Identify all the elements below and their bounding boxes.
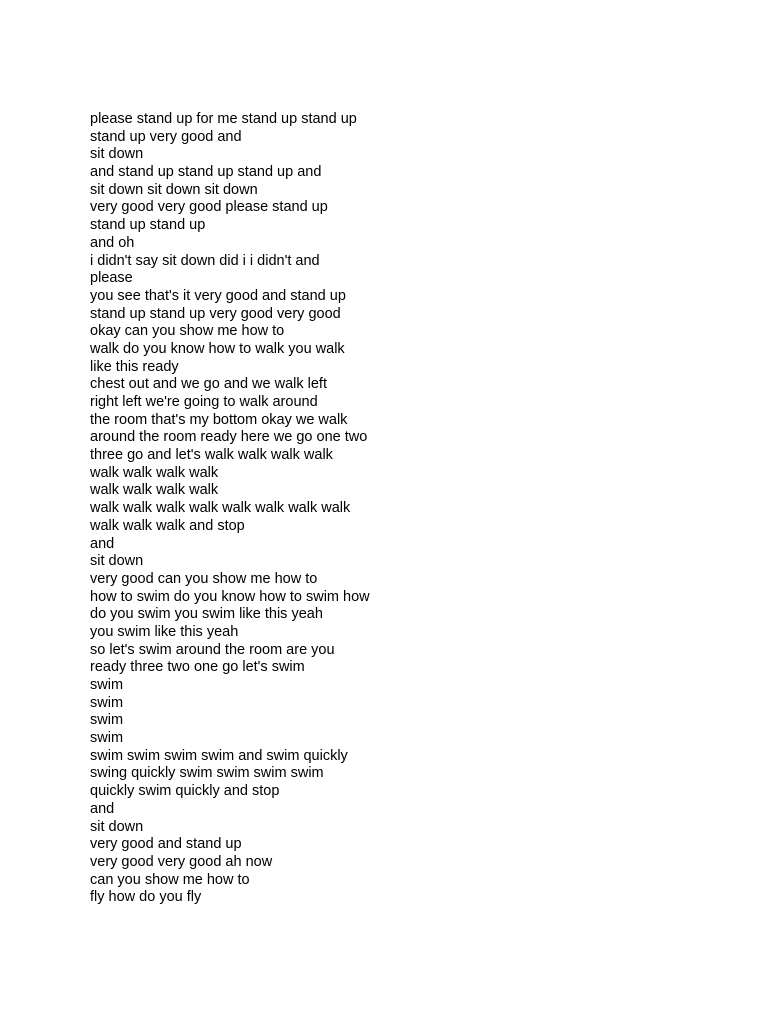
transcript-line: walk do you know how to walk you walk	[90, 340, 345, 357]
transcript-line: and	[90, 535, 115, 552]
transcript-line: the room that's my bottom okay we walk	[90, 411, 348, 428]
transcript-line: please	[90, 270, 133, 287]
transcript-line: swim	[90, 694, 124, 711]
transcript-line: swim	[90, 677, 124, 693]
transcript-line: fly how do you fly	[90, 889, 202, 906]
transcript-line: so let's swim around the room are you	[90, 641, 335, 658]
transcript-line: please stand up for me stand up stand up	[90, 111, 357, 127]
transcript-text	[90, 111, 370, 907]
transcript-line: and	[90, 800, 115, 817]
transcript-line: quickly swim quickly and stop	[90, 783, 280, 800]
transcript-line: swim	[90, 730, 124, 747]
transcript-line: like this ready	[90, 358, 179, 375]
transcript-line: very good and stand up	[90, 836, 242, 853]
transcript-line: swim swim swim swim and swim quickly	[90, 747, 348, 764]
transcript-line: do you swim you swim like this yeah	[90, 606, 323, 623]
transcript-line: swing quickly swim swim swim swim	[90, 765, 324, 782]
transcript-line: ready three two one go let's swim	[90, 659, 305, 676]
transcript-line: right left we're going to walk around	[90, 394, 318, 410]
transcript-line: okay can you show me how to	[90, 323, 285, 340]
transcript-line: swim	[90, 712, 124, 729]
transcript-line: around the room ready here we go one two	[90, 429, 368, 446]
transcript-line: stand up stand up very good very good	[90, 305, 341, 322]
transcript-line: sit down	[90, 818, 144, 835]
transcript-line: walk walk walk walk	[90, 464, 219, 481]
transcript-line: walk walk walk walk	[90, 482, 219, 499]
transcript-line: very good very good ah now	[90, 853, 273, 870]
transcript-line: walk walk walk walk walk walk walk walk	[90, 500, 351, 517]
transcript-line: sit down	[90, 553, 144, 570]
transcript-line: sit down	[90, 146, 144, 163]
transcript-line: sit down sit down sit down	[90, 181, 258, 198]
transcript-line: stand up very good and	[90, 128, 242, 145]
transcript-line: stand up stand up	[90, 217, 206, 234]
transcript-line: i didn't say sit down did i i didn't and	[90, 252, 320, 269]
transcript-line: very good very good please stand up	[90, 199, 328, 216]
transcript-line: and stand up stand up stand up and	[90, 164, 322, 181]
transcript-line: how to swim do you know how to swim how	[90, 588, 370, 605]
transcript-line: three go and let's walk walk walk walk	[90, 447, 333, 464]
transcript-line: can you show me how to	[90, 871, 250, 888]
transcript-line: chest out and we go and we walk left	[90, 376, 327, 393]
transcript-line: and oh	[90, 234, 135, 251]
transcript-line: you swim like this yeah	[90, 623, 239, 640]
transcript-line: walk walk walk and stop	[90, 517, 245, 534]
transcript-line: very good can you show me how to	[90, 570, 318, 587]
transcript-line: you see that's it very good and stand up	[90, 287, 346, 304]
